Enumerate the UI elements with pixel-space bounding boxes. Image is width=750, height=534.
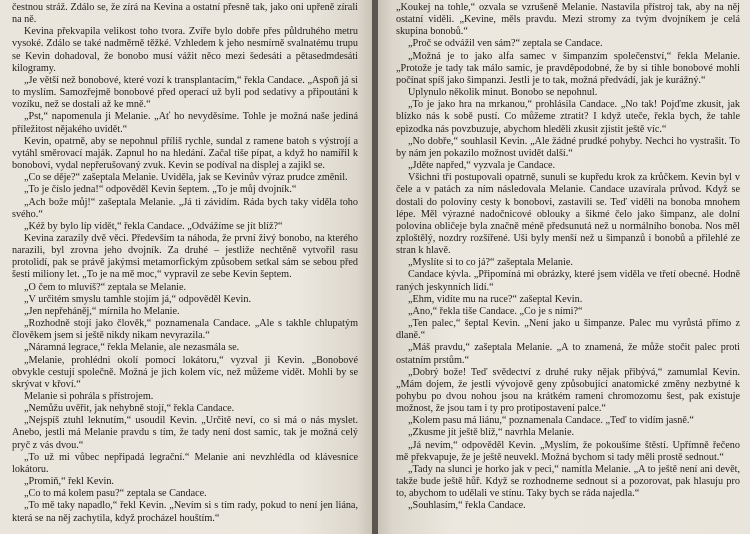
- paragraph: „Rozhodně stojí jako člověk,“ poznamenala Candace. „Ale s takhle chlupatým člověkem jsem si ještě nikdy nikam nevyrazila.“: [12, 318, 358, 342]
- paragraph: „Já nevím,“ odpověděl Kevin. „Myslím, že pokoušíme štěstí. Upřímně řečeno mě překvapuje, že je ještě neuvekl. Možná bychom si tady měli prostě sednout.“: [396, 439, 740, 463]
- paragraph: „Jen nepřeháněj,“ mírnila ho Melanie.: [24, 305, 180, 317]
- paragraph: „Ach bože můj!“ zašeptala Melanie. „Já ti závidím. Ráda bych taky viděla toho svého.“: [12, 196, 358, 220]
- paragraph: „Co se děje?“ zašeptala Melanie. Uviděla, jak se Kevinův výraz prudce změnil.: [24, 172, 348, 184]
- paragraph: „Je větší než bonobové, které vozí k transplantacím,“ řekla Candace. „Aspoň já si to myslím. Samozřejmě bonobové před operací už byli pod sedativy a připoutáni k vozíku, než se dostali až ke mně.“: [12, 74, 358, 111]
- paragraph: „Zkusme jít ještě blíž,“ navrhla Melanie.: [408, 427, 575, 439]
- paragraph: „Kolem pasu má liánu,“ poznamenala Candace. „Teď to vidím jasně.“: [408, 415, 694, 427]
- paragraph: čestnou stráž. Zdálo se, že zírá na Kevina a ostatní přesně tak, jako oni upřeně zírali na ně.: [12, 2, 358, 26]
- paragraph: Candace kývla. „Připomíná mi obrázky, které jsem viděla ve třetí obecné. Hodně raných jeskynních lidí.“: [396, 269, 740, 293]
- paragraph: „Souhlasím,“ řekla Candace.: [408, 500, 526, 512]
- paragraph: Kevina zarazily dvě věci. Především ta náhoda, že první živý bonobo, na kterého narazili, byl zrovna jeho dvojník. Za druhé – jestliže nechtěně vytvořil rasu protolidí, pak se právě jakýmsi metamorfickým způsobem setkal sám se sebou před šesti miliony let. „To je na mě moc,“ vypravil ze sebe Kevin šeptem.: [12, 232, 358, 281]
- paragraph: „Ehm, vidíte mu na ruce?“ zašeptal Kevin.: [408, 293, 583, 305]
- paragraph: „Ten palec,“ šeptal Kevin. „Není jako u šimpanze. Palec mu vyrůstá přímo z dlaně.“: [396, 318, 740, 342]
- paragraph: „Kéž by bylo líp vidět,“ řekla Candace. „Odvážíme se jít blíž?“: [24, 220, 283, 232]
- paragraph: „Nemůžu uvěřit, jak nehybně stojí,“ řekla Candace.: [24, 403, 235, 415]
- paragraph: „To už mi vůbec nepřipadá legrační.“ Melanie ani nevzhlédla od klávesnice lokátoru.: [12, 451, 358, 475]
- right-page-text: [396, 2, 740, 513]
- right-page: [378, 0, 750, 534]
- paragraph: „Máš pravdu,“ zašeptala Melanie. „A to znamená, že může stočit palec proti ostatním prstům.“: [396, 342, 740, 366]
- paragraph: „Pst,“ napomenula ji Melanie. „Ať ho nevyděsíme. Tohle je možná naše jediná příležitost nějakého uvidět.“: [12, 111, 358, 135]
- paragraph: Melanie si pohrála s přístrojem.: [24, 391, 154, 402]
- paragraph: „Promiň,“ řekl Kevin.: [24, 476, 114, 488]
- paragraph: „Proč se odvážil ven sám?“ zeptala se Candace.: [408, 38, 603, 50]
- paragraph: „Náramná legrace,“ řekla Melanie, ale nezasmála se.: [24, 342, 240, 354]
- paragraph: „Tady na slunci je horko jak v peci,“ namítla Melanie. „A to ještě není ani devět, takže bude ještě hůř. Když se rozhodneme sednout si a pozorovat, pak hlasuju pro to, abychom to udělali ve stínu. Taky bych se ráda najedla.“: [396, 463, 740, 500]
- paragraph: „To je jako hra na mrkanou,“ prohlásila Candace. „No tak! Pojďme zkusit, jak blízko nás k sobě pustí. Co můžeme ztratit? I když uteče, řekla bych, že tahle epizodka nás povzbuzuje, abychom hleděli zkusit zjistit ještě víc.“: [396, 99, 740, 135]
- paragraph: „Ano,“ řekla tiše Candace. „Co je s ními?“: [408, 305, 583, 317]
- paragraph: „No dobře,“ souhlasil Kevin. „Ale žádné prudké pohyby. Nechci ho vystrašit. To by nám jen pokazilo možnost uvidět další.“: [396, 135, 740, 159]
- paragraph: „Dobrý bože! Teď svědectví z druhé ruky nějak přibývá,“ zamumlal Kevin. „Mám dojem, že jestli vývojově geny způsobující anatomické změny nezbytné k pohybu po dvou nohou jsou na krátkém rameni chromozomu šest, pak existuje možnost, že jsou tam i ty pro protipostavení palce.“: [396, 366, 740, 415]
- left-page: [0, 0, 372, 534]
- left-page-text: [12, 2, 358, 525]
- paragraph: „Nejspíš ztuhl leknutím,“ usoudil Kevin. „Určitě neví, co si má o nás myslet. Anebo, jestli má Melanie pravdu s tím, že tady není dost samic, tak je možná celý pryč z vás dvou.“: [12, 415, 358, 451]
- paragraph: „Myslíte si to co já?“ zašeptala Melanie.: [408, 257, 573, 269]
- paragraph: „Jděte napřed,“ vyzvala je Candace.: [408, 160, 556, 172]
- paragraph: „To mě taky napadlo,“ řekl Kevin. „Nevím si s tím rady, pokud to není jen liána, která se na něj zachytila, když procházel houštím.“: [12, 500, 358, 524]
- paragraph: Kevina překvapila velikost toho tvora. Zvíře bylo dobře přes půldruhého metru vysoké. Zdálo se také nadměrně těžké. Vzhledem k jeho nesmírně svalnatému trupu se Kevin dohadoval, že bonobo musí vážit něco mezi šedesáti a pětasedmdesáti kilogramy.: [12, 26, 358, 74]
- paragraph: Všichni tři postupovali opatrně, sunuli se kupředu krok za krůčkem. Kevin byl v čele a v patách za ním následovala Melanie. Candace uzavírala průvod. Když se dostali do poloviny cesty k bonobovi, zastavili se. Teď viděli na bonoba mnohem lépe. Měl výrazné nadočnicové oblouky a šikmé čelo jako šimpanz, ale dolní polovina obličeje byla značně méně předsunutá než u normálního bonoba. Nos měl zploštělý, nozdry rozšířené. Uši byly menší než u šimpanzů i bonobů a přilehlé ze stran k hlavě.: [396, 172, 740, 257]
- paragraph: Kevin, opatrně, aby se nepohnul příliš rychle, sundal z ramene batoh s výstrojí a vytáhl směrovací maják. Zapnul ho na hledání. Začal tiše pípat, a když ho namířil k bonobovi, vydal nepřerušovaný zvuk. Kevin se podíval na displej a zajikl se.: [12, 135, 358, 172]
- paragraph: „O čem to mluvíš?“ zeptala se Melanie.: [24, 281, 187, 293]
- paragraph: „To je číslo jedna!“ odpověděl Kevin šeptem. „To je můj dvojník.“: [24, 184, 297, 196]
- paragraph: „V určitém smyslu tamhle stojím já,“ odpověděl Kevin.: [24, 293, 252, 305]
- paragraph: „Možná je to jako alfa samec v šimpanzím společenství,“ řekla Melanie. „Protože je tady tak málo samic, je pravděpodobné, že by si tihle bonobové mohli počínat spíš jako šimpanzi. Jestli je to tak, možná předvádí, jak je kurážný.“: [396, 50, 740, 86]
- paragraph: „Co to má kolem pasu?“ zeptala se Candace.: [24, 488, 207, 500]
- paragraph: „Melanie, prohlédni okolí pomocí lokátoru,“ vyzval ji Kevin. „Bonobové obvykle cestují společně. Možná je jich kolem víc, než můžeme vidět. Mohli by se skrývat v křoví.“: [12, 354, 358, 390]
- paragraph: „Koukej na tohle,“ ozvala se vzrušeně Melanie. Nastavila přístroj tak, aby na něj ostatní viděli. „Kevine, měls pravdu. Mezi stromy za tvým dvojníkem je celá skupina bonobů.“: [396, 2, 740, 38]
- paragraph: Uplynulo několik minut. Bonobo se nepohnul.: [408, 87, 598, 99]
